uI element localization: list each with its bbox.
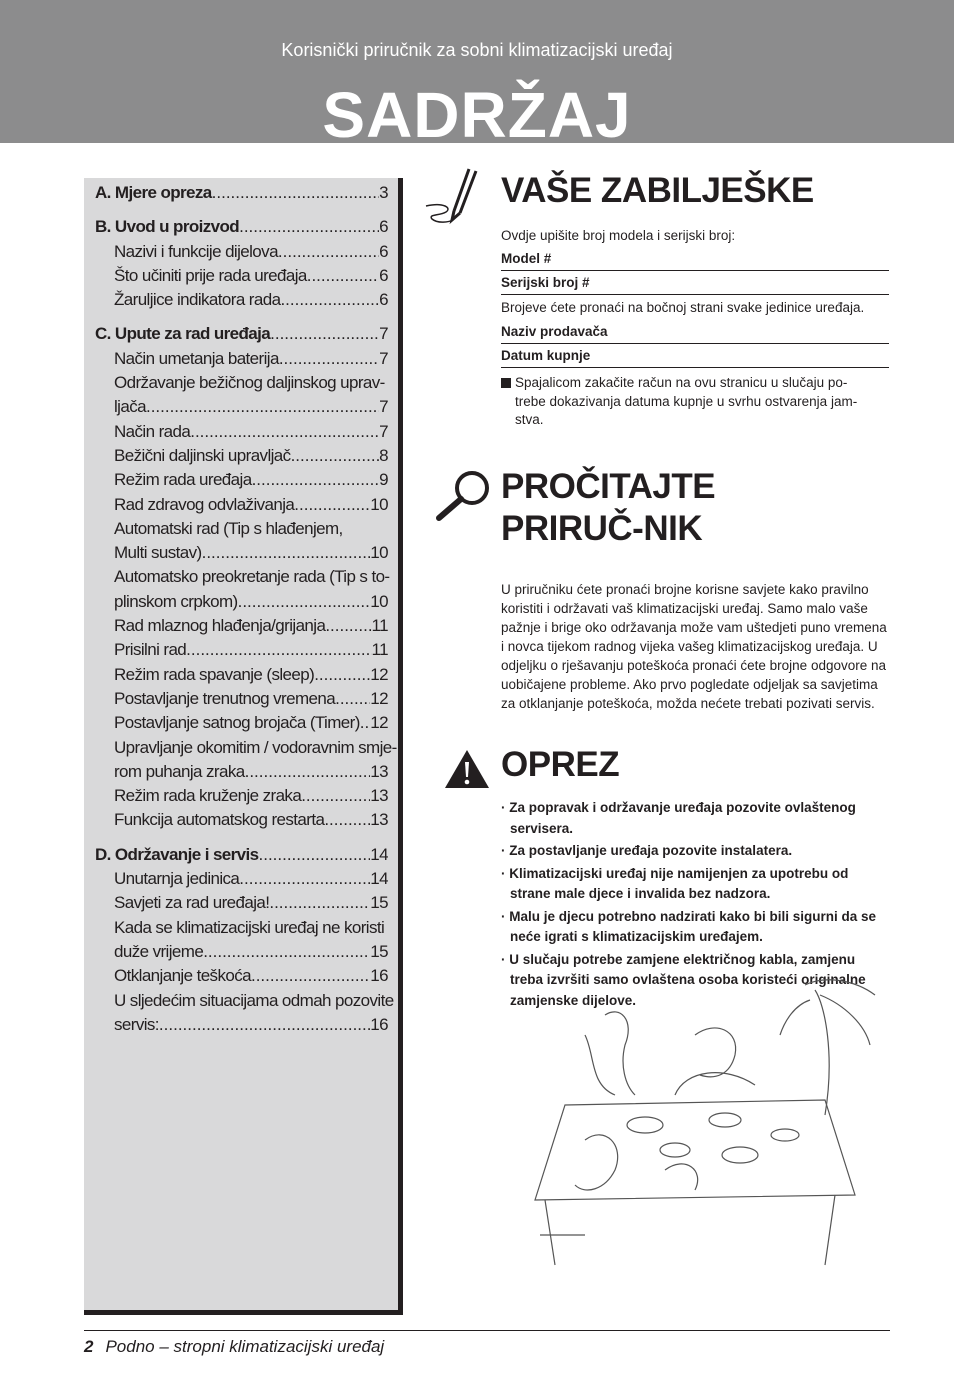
toc-entry[interactable]: [95, 891, 388, 915]
toc-page-number: 6: [379, 265, 388, 285]
table-of-contents: [84, 178, 403, 1315]
toc-entry[interactable]: [95, 614, 388, 638]
dot-leader: [245, 760, 371, 784]
dot-leader: [291, 444, 380, 468]
toc-page-number: 10: [370, 543, 388, 563]
model-field[interactable]: Model #: [501, 247, 889, 271]
toc-entry-label: A. Mjere opreza: [95, 183, 212, 202]
toc-entry-label: Multi sustav): [114, 543, 202, 563]
manual-subtitle: Korisnički priručnik za sobni klimatizacijski uređaj: [281, 40, 673, 60]
toc-entry-label: Režim rada kruženje zraka: [114, 786, 302, 806]
toc-page-number: 14: [370, 869, 388, 889]
toc-entry[interactable]: [95, 347, 388, 371]
caution-item: · U slučaju potrebe zamjene električnog kabla, zamjenu treba izvršiti samo ovlaštena osoba koristeći originalne zamjenske dijelove.: [501, 951, 866, 1008]
toc-entry[interactable]: [95, 843, 388, 867]
dot-leader: [269, 891, 370, 915]
toc-page-number: 13: [370, 810, 388, 830]
toc-entry-label-line: Automatski rad (Tip s hlađenjem,: [114, 518, 343, 538]
toc-entry[interactable]: [95, 964, 388, 988]
notes-intro: Ovdje upišite broj modela i serijski broj:: [501, 228, 736, 243]
square-bullet-icon: [501, 378, 511, 388]
toc-entry-label: ljača: [114, 397, 146, 417]
dealer-field[interactable]: Naziv prodavača: [501, 320, 889, 344]
dot-leader: [259, 843, 371, 867]
toc-entry[interactable]: [95, 264, 388, 288]
toc-entry[interactable]: [95, 687, 388, 711]
toc-page-number: 12: [370, 713, 388, 733]
toc-entry-label: Režim rada uređaja: [114, 470, 252, 490]
toc-entry[interactable]: [95, 215, 388, 239]
toc-entry[interactable]: [95, 711, 388, 735]
pen-icon: [424, 166, 494, 226]
warning-icon: [443, 748, 491, 790]
dot-leader: [325, 614, 371, 638]
toc-page-number: 7: [379, 324, 388, 344]
dot-leader: [239, 867, 370, 891]
toc-entry[interactable]: [95, 181, 388, 205]
toc-page-number: 6: [379, 217, 388, 237]
toc-entry-label: D. Održavanje i servis: [95, 844, 259, 864]
toc-entry[interactable]: [95, 808, 388, 832]
dot-leader: [203, 940, 370, 964]
toc-entry[interactable]: [95, 420, 388, 444]
toc-entry[interactable]: [95, 916, 388, 965]
toc-entry-label: Što učiniti prije rada uređaja: [114, 265, 307, 285]
dot-leader: [252, 468, 380, 492]
toc-entry[interactable]: [95, 240, 388, 264]
toc-entry-label: Način rada: [114, 421, 191, 441]
toc-page-number: 13: [370, 786, 388, 806]
toc-entry-label: Režim rada spavanje (sleep): [114, 664, 315, 684]
toc-page-number: 13: [370, 761, 388, 781]
read-manual-section: [501, 466, 889, 713]
toc-entry-label: plinskom crpkom): [114, 591, 238, 611]
toc-page-number: 15: [370, 941, 388, 961]
notes-section: [501, 170, 889, 430]
dot-leader: [301, 784, 370, 808]
caution-item: · Za postavljanje uređaja pozovite instalatera.: [501, 843, 793, 858]
page-header: [0, 0, 954, 151]
toc-entry[interactable]: [95, 493, 388, 517]
toc-entry[interactable]: [95, 468, 388, 492]
dot-leader: [279, 347, 379, 371]
dot-leader: [212, 181, 379, 205]
toc-entry-label: rom puhanja zraka: [114, 761, 245, 781]
toc-entry-label: duže vrijeme: [114, 941, 204, 961]
toc-entry[interactable]: [95, 663, 388, 687]
caution-item: · Klimatizacijski uređaj nije namijenjen za upotrebu od strane male djece i invalida bez nadzora.: [501, 865, 849, 901]
toc-entry[interactable]: [95, 322, 388, 346]
caution-section: [501, 744, 889, 1013]
toc-entry[interactable]: [95, 565, 388, 614]
toc-entry-label-line: U sljedećim situacijama odmah pozovite: [114, 990, 394, 1010]
caution-title: OPREZ: [501, 745, 620, 784]
toc-page-number: 12: [370, 664, 388, 684]
toc-entry[interactable]: [95, 288, 388, 312]
toc-entry-label: C. Upute za rad uređaja: [95, 324, 271, 344]
toc-page-number: 10: [370, 591, 388, 611]
toc-entry-label-line: Kada se klimatizacijski uređaj ne koristi: [114, 917, 385, 937]
toc-entry-label: Nazivi i funkcije dijelova: [114, 241, 278, 261]
toc-entry[interactable]: [95, 517, 388, 566]
toc-entry-label-line: Upravljanje okomitim / vodoravnim smje-: [114, 737, 397, 757]
toc-page-number: 11: [371, 616, 388, 636]
dot-leader: [190, 420, 379, 444]
dot-leader: [238, 590, 371, 614]
toc-page-number: 6: [379, 290, 388, 310]
toc-entry[interactable]: [95, 371, 388, 420]
dot-leader: [202, 541, 371, 565]
dot-leader: [335, 687, 370, 711]
toc-entry[interactable]: [95, 638, 388, 662]
toc-page-number: 16: [370, 966, 388, 986]
dot-leader: [280, 288, 379, 312]
toc-page-number: 7: [379, 348, 388, 368]
dot-leader: [186, 638, 371, 662]
caution-item: · Za popravak i održavanje uređaja pozovite ovlaštenog servisera.: [501, 800, 856, 836]
notes-title: VAŠE ZABILJEŠKE: [501, 171, 814, 210]
page-number: 2: [84, 1337, 94, 1356]
footer-divider: [84, 1330, 890, 1331]
dot-leader: [324, 808, 370, 832]
read-manual-title: PROČITAJTE PRIRUČ-NIK: [501, 467, 716, 548]
page-title: SADRŽAJ: [322, 79, 632, 151]
toc-entry-label: Postavljanje trenutnog vremena: [114, 688, 336, 708]
toc-entry-label: Bežični daljinski upravljač: [114, 445, 291, 465]
toc-entry-label-line: Održavanje bežičnog daljinskog uprav-: [114, 373, 385, 393]
toc-page-number: 10: [370, 494, 388, 514]
toc-page-number: 16: [370, 1014, 388, 1034]
dot-leader: [159, 1013, 370, 1037]
toc-entry-label: B. Uvod u proizvod: [95, 217, 240, 237]
toc-entry-label: servis:: [114, 1014, 159, 1034]
dot-leader: [360, 711, 371, 735]
toc-entry[interactable]: [95, 989, 394, 1038]
page-footer: [84, 1337, 384, 1357]
toc-list: [95, 181, 397, 1037]
toc-entry-label: Način umetanja baterija: [114, 348, 279, 368]
toc-page-number: 11: [371, 640, 388, 660]
dot-leader: [239, 215, 379, 239]
toc-page-number: 7: [379, 397, 388, 417]
toc-page-number: 8: [379, 445, 388, 465]
toc-entry[interactable]: [95, 784, 388, 808]
toc-entry-label: Žaruljice indikatora rada: [114, 290, 281, 310]
toc-entry[interactable]: [95, 736, 397, 785]
toc-entry[interactable]: [95, 444, 388, 468]
toc-page-number: 14: [370, 844, 388, 864]
toc-entry-label: Rad zdravog odvlaživanja: [114, 494, 295, 514]
magnifier-icon: [434, 468, 494, 523]
read-manual-body: U priručniku ćete pronaći brojne korisne savjete kako pravilno koristiti i održavati vaš klimatizacijski uređaj. Samo malo vaše pažnje i brige oko održavanja može vam uštedjeti puno vremena i novca tijekom radnog vijeka vašeg klimatizacijskog uređaja. U odjeljku o rješavanju poteškoća pronaći ćete brojne odgovore na uobičajene probleme. Ako prvo pogledate odjeljak sa savjetima za otklanjanje poteškoća, možda nećete trebati pozivati servis.: [501, 582, 887, 711]
staple-note-text: Spajalicom zakačite račun na ovu stranicu u slučaju po-trebe dokazivanja datuma kupnje u svrhu ostvarenja jam-stva.: [515, 375, 858, 427]
dot-leader: [314, 663, 370, 687]
toc-entry-label: Funkcija automatskog restarta: [114, 810, 325, 830]
dot-leader: [146, 395, 379, 419]
caution-item: · Malu je djecu potrebno nadzirati kako bi bili sigurni da se neće igrati s klimatizacijskim uređajem.: [501, 908, 877, 944]
toc-entry[interactable]: [95, 867, 388, 891]
serial-field[interactable]: Serijski broj #: [501, 271, 889, 295]
picnic-illustration: [525, 975, 890, 1275]
purchase-date-field[interactable]: Datum kupnje: [501, 344, 889, 368]
toc-entry-label: Rad mlaznog hlađenja/grijanja: [114, 616, 326, 636]
toc-page-number: 15: [370, 893, 388, 913]
dot-leader: [307, 264, 379, 288]
notes-hint: Brojeve ćete pronaći na bočnoj strani svake jedinice uređaja.: [501, 300, 865, 315]
toc-entry-label-line: Automatsko preokretanje rada (Tip s to-: [114, 567, 390, 587]
toc-page-number: 7: [379, 421, 388, 441]
toc-page-number: 12: [370, 688, 388, 708]
dot-leader: [294, 493, 370, 517]
toc-page-number: 9: [379, 470, 388, 490]
toc-page-number: 3: [379, 183, 388, 202]
dot-leader: [251, 964, 370, 988]
dot-leader: [278, 240, 379, 264]
toc-page-number: 6: [379, 241, 388, 261]
toc-entry-label: Postavljanje satnog brojača (Timer): [114, 713, 360, 733]
toc-entry-label: Prisilni rad: [114, 640, 187, 660]
toc-entry-label: Savjeti za rad uređaja!: [114, 893, 270, 913]
toc-entry-label: Otklanjanje teškoća: [114, 966, 251, 986]
toc-entry-label: Unutarnja jedinica: [114, 869, 240, 889]
dot-leader: [270, 322, 379, 346]
staple-note: [501, 374, 889, 430]
footer-title: Podno – stropni klimatizacijski uređaj: [105, 1337, 385, 1356]
